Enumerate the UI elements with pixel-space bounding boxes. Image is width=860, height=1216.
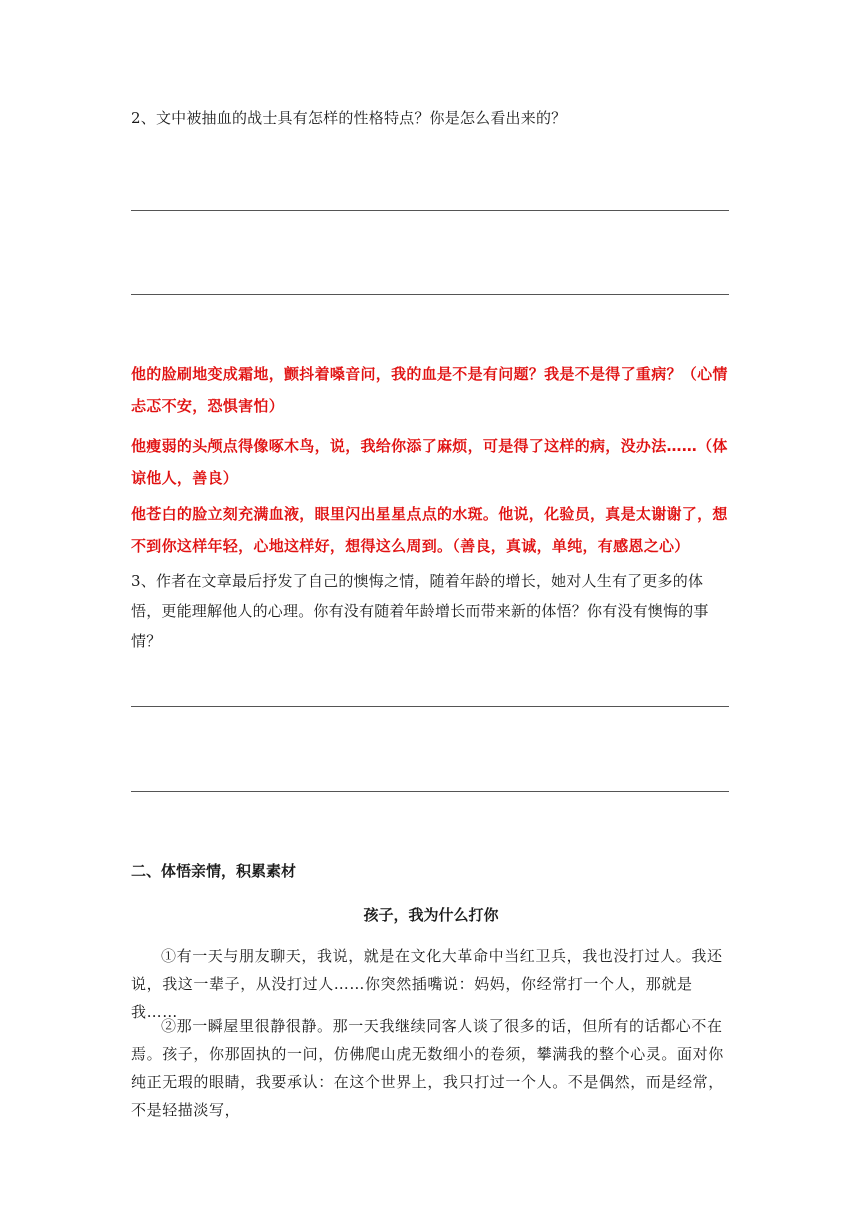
question-2: 2、文中被抽血的战士具有怎样的性格特点？你是怎么看出来的？ <box>131 109 567 127</box>
article-title: 孩子，我为什么打你 <box>363 906 499 924</box>
article-paragraph-1: ①有一天与朋友聊天，我说，就是在文化大革命中当红卫兵，我也没打过人。我还说，我这一辈子，从没打过人……你突然插嘴说：妈妈，你经常打一个人，那就是我…… <box>131 947 723 1021</box>
answer-line-3 <box>131 706 729 707</box>
answer-quote-3: 他苍白的脸立刻充满血液，眼里闪出星星点点的水斑。他说，化验员，真是太谢谢了，想不到你这样年轻，心地这样好，想得这么周到。（善良，真诚，单纯，有感恩之心） <box>131 505 728 555</box>
article-paragraph-2: ②那一瞬屋里很静很静。那一天我继续同客人谈了很多的话，但所有的话都心不在焉。孩子，你那固执的一问，仿佛爬山虎无数细小的卷须，攀满我的整个心灵。面对你纯正无瑕的眼睛，我要承认：在这个世界上，我只打过一个人。不是偶然，而是经常，不是轻描淡写， <box>131 1017 724 1119</box>
answer-quote-1: 他的脸刷地变成霜地，颤抖着嗓音问，我的血是不是有问题？我是不是得了重病？（心情忐忑不安，恐惧害怕） <box>131 365 728 415</box>
answer-line-1 <box>131 210 729 211</box>
question-3: 3、作者在文章最后抒发了自己的懊悔之情，随着年龄的增长，她对人生有了更多的体悟，更能理解他人的心理。你有没有随着年龄增长而带来新的体悟？你有没有懊悔的事情？ <box>131 572 709 650</box>
section-heading: 二、体悟亲情，积累素材 <box>131 862 297 880</box>
answer-line-2 <box>131 294 729 295</box>
answer-quote-2: 他瘦弱的头颅点得像啄木鸟，说，我给你添了麻烦，可是得了这样的病，没办法……（体谅他人，善良） <box>131 437 728 487</box>
answer-line-4 <box>131 791 729 792</box>
